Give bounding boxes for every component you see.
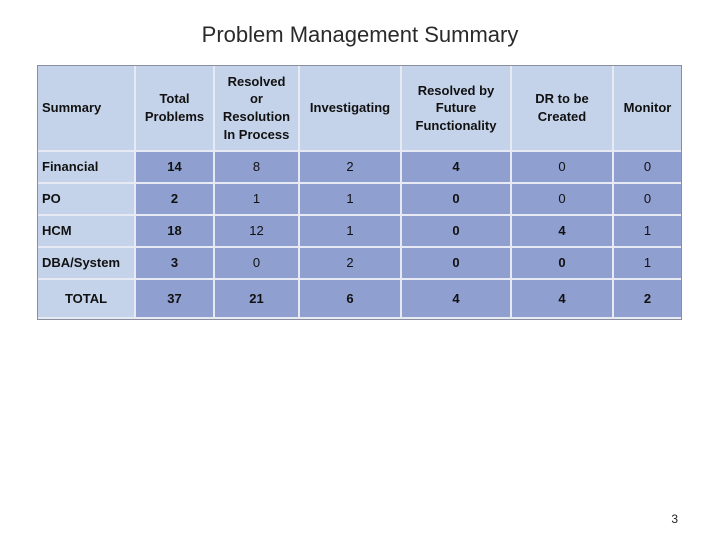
- table-cell: 2: [136, 184, 215, 216]
- table-cell: 6: [300, 280, 402, 319]
- header-line: Future: [435, 100, 477, 116]
- table-cell: 0: [215, 248, 300, 280]
- table-cell: 0: [614, 152, 681, 184]
- header-line: DR to be: [535, 91, 589, 107]
- table-cell: 4: [512, 216, 614, 248]
- table-cell: 1: [614, 248, 681, 280]
- page-number: 3: [671, 512, 678, 526]
- header-total-problems: [136, 66, 215, 152]
- header-line: Created: [537, 109, 587, 124]
- header-line: Resolved: [227, 73, 286, 89]
- header-dr-to-be-created: [512, 66, 614, 152]
- header-resolved-in-process: [215, 66, 300, 152]
- header-line: Total: [159, 91, 190, 107]
- table-cell: 12: [215, 216, 300, 248]
- table-cell: 1: [300, 184, 402, 216]
- table-cell: 21: [215, 280, 300, 319]
- table-cell: 0: [512, 248, 614, 280]
- table-cell: 0: [512, 184, 614, 216]
- row-label: DBA/System: [38, 248, 136, 280]
- header-line: Resolution: [222, 109, 291, 124]
- header-resolved-future: [402, 66, 512, 152]
- table-cell: 3: [136, 248, 215, 280]
- header-line: Functionality: [415, 117, 497, 133]
- header-investigating: [300, 66, 402, 152]
- table-cell: 1: [614, 216, 681, 248]
- header-line: Investigating: [309, 100, 391, 116]
- page-title: Problem Management Summary: [201, 22, 519, 47]
- header-line: or: [249, 91, 263, 107]
- table-cell: 4: [512, 280, 614, 319]
- table-cell: 0: [402, 184, 512, 216]
- table-cell: 0: [402, 216, 512, 248]
- summary-table: [37, 65, 682, 320]
- header-summary: [38, 66, 136, 152]
- table-cell: 0: [512, 152, 614, 184]
- row-label: Financial: [38, 152, 136, 184]
- header-line: Resolved by: [417, 82, 495, 98]
- row-label: HCM: [38, 216, 136, 248]
- row-label: PO: [38, 184, 136, 216]
- header-line: Summary: [42, 100, 102, 116]
- table-cell: 0: [614, 184, 681, 216]
- table-cell: 2: [300, 248, 402, 280]
- header-line: In Process: [223, 126, 290, 142]
- table-cell: 14: [136, 152, 215, 184]
- table-cell: 1: [215, 184, 300, 216]
- header-monitor: [614, 66, 681, 152]
- table-cell: 2: [614, 280, 681, 319]
- table-cell: 0: [402, 248, 512, 280]
- table-cell: 4: [402, 280, 512, 319]
- row-label: TOTAL: [38, 280, 136, 319]
- table-cell: 4: [402, 152, 512, 184]
- table-cell: 8: [215, 152, 300, 184]
- header-line: Monitor: [623, 100, 672, 116]
- table-cell: 2: [300, 152, 402, 184]
- table-cell: 18: [136, 216, 215, 248]
- table-cell: 37: [136, 280, 215, 319]
- header-line: Problems: [144, 109, 205, 124]
- table-cell: 1: [300, 216, 402, 248]
